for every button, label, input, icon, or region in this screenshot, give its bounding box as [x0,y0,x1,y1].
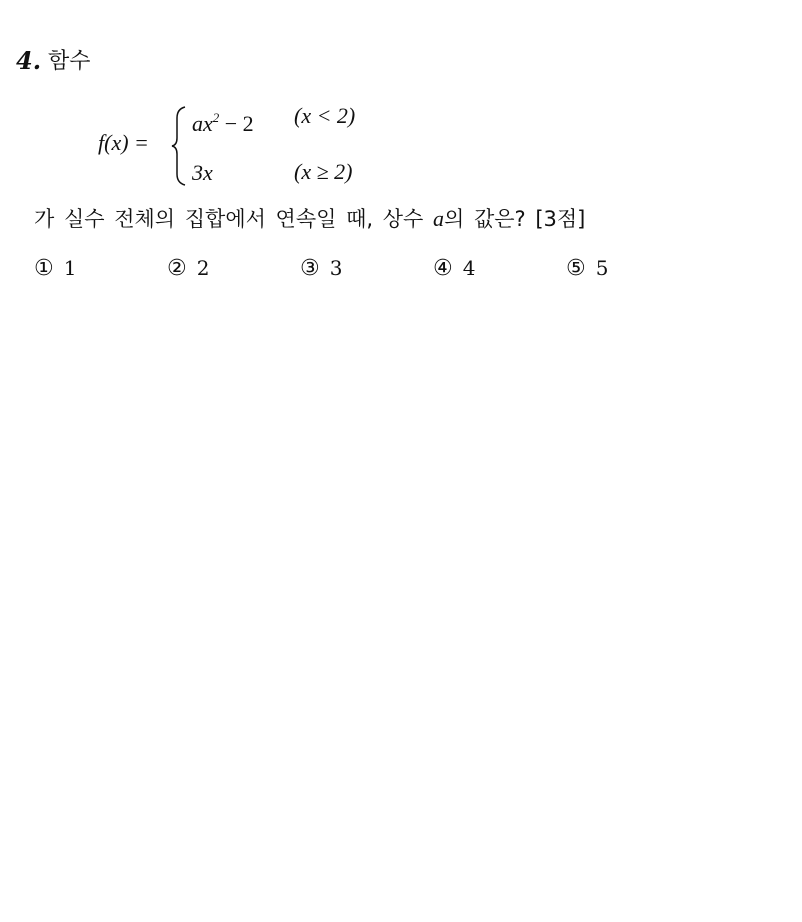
choice-mark: ④ [433,256,453,281]
choice-value: 2 [196,256,210,280]
case-1-base: ax [192,111,213,136]
question-number: 4. [16,46,42,75]
case-2-expression [192,159,213,187]
choice-value: 3 [329,256,343,280]
case-1-expression [192,104,254,138]
case-1-rest: − 2 [219,111,254,136]
function-lhs: f(x) = [98,130,149,155]
piecewise-function [98,100,418,190]
question-stem [34,204,585,234]
choice-value: 5 [595,256,609,280]
question-lead-text: 함수 [48,49,91,74]
choice-5[interactable] [566,254,608,283]
choice-1[interactable] [34,254,76,283]
case-1-condition: (x < 2) [294,103,356,128]
choice-mark: ③ [300,256,320,281]
left-brace [170,104,188,188]
case-2-condition: (x ≥ 2) [294,159,353,184]
case-2-base: 3x [192,160,213,185]
stem-text-after: 의 값은? [3점] [443,207,586,231]
choice-mark: ① [34,256,54,281]
stem-text-before: 가 실수 전체의 집합에서 연속일 때, 상수 [34,207,433,231]
choice-2[interactable] [167,254,209,283]
choice-mark: ⑤ [566,256,586,281]
stem-variable: a [432,206,444,231]
choice-3[interactable] [300,254,342,283]
choice-value: 4 [462,256,476,280]
case-1-exponent: 2 [212,110,220,125]
choice-mark: ② [167,256,187,281]
choice-value: 1 [63,256,77,280]
choice-4[interactable] [433,254,475,283]
answer-choices [34,254,734,284]
